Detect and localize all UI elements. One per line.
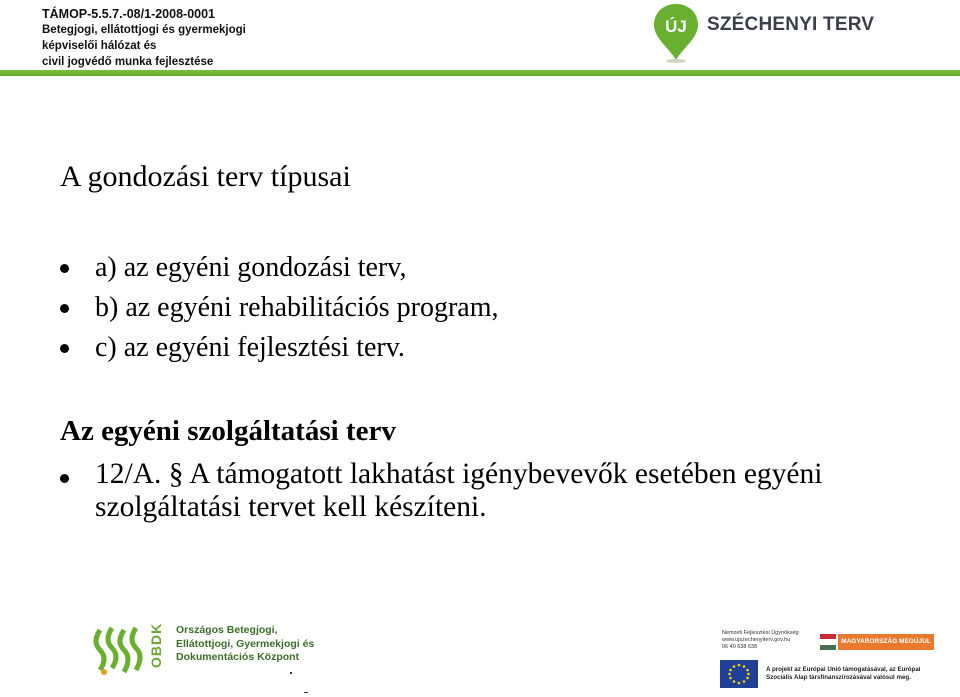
obdk-logo [92,620,315,682]
szechenyi-terv-logo [652,2,892,66]
list-item-text: c) az egyéni fejlesztési terv. [95,332,405,363]
project-line: Betegjogi, ellátottjogi és gyermekjogi [42,24,246,36]
megujul-label: MAGYARORSZÁG MEGÚJUL [838,634,934,650]
obdk-acronym: OBDK [148,622,164,668]
agency-url: www.ujszechenyiterv.gov.hu [722,637,791,643]
funding-logos [712,624,934,694]
agency-info [722,630,799,651]
obdk-name-line: Ellátottjogi, Gyermekjogi és [176,637,315,650]
agency-name: Nemzeti Fejlesztési Ügynökség [722,630,799,636]
project-line: civil jogvédő munka fejlesztése [42,56,214,68]
bullet-icon [60,474,69,483]
list-item [58,288,499,328]
obdk-name [176,624,314,665]
law-text: 12/A. § A támogatott lakhatást igénybevevők esetében egyéni szolgáltatási tervet kell készíteni. [95,458,823,523]
obdk-name-line: Dokumentációs Központ [176,651,300,663]
list-item [58,328,499,368]
bullet-icon [60,304,69,313]
obdk-name-line: Országos Betegjogi, [176,624,278,636]
law-bullet [58,458,938,524]
list-item [58,248,499,288]
megujul-badge [820,634,930,650]
eu-note-line: A projekt az Európai Unió támogatásával, az Európai [766,666,921,673]
hungarian-flag-icon [820,634,836,650]
eu-flag-icon [720,660,758,688]
list-item-text: b) az egyéni rehabilitációs program, [95,292,499,323]
agency-phone: 06 40 638 638 [722,644,758,650]
bullet-icon [60,344,69,353]
brand-badge: ÚJ [665,17,687,36]
eu-note-line: Szociális Alap társfinanszírozásával valósul meg. [766,674,911,681]
slide-title: A gondozási terv típusai [60,160,351,193]
section-subtitle: Az egyéni szolgáltatási terv [60,415,396,447]
stray-mark [304,692,308,693]
bullet-icon [60,264,69,273]
list-item-text: a) az egyéni gondozási terv, [95,252,407,283]
map-pin-icon [652,2,700,64]
care-plan-list [58,248,499,368]
project-line: képviselői hálózat és [42,40,157,52]
header-divider [0,70,960,76]
stray-mark [290,672,292,674]
eu-funding-note [766,666,921,682]
brand-name: SZÉCHENYI TERV [707,14,875,35]
project-code: TÁMOP-5.5.7.-08/1-2008-0001 [42,7,216,21]
project-info [42,6,246,70]
